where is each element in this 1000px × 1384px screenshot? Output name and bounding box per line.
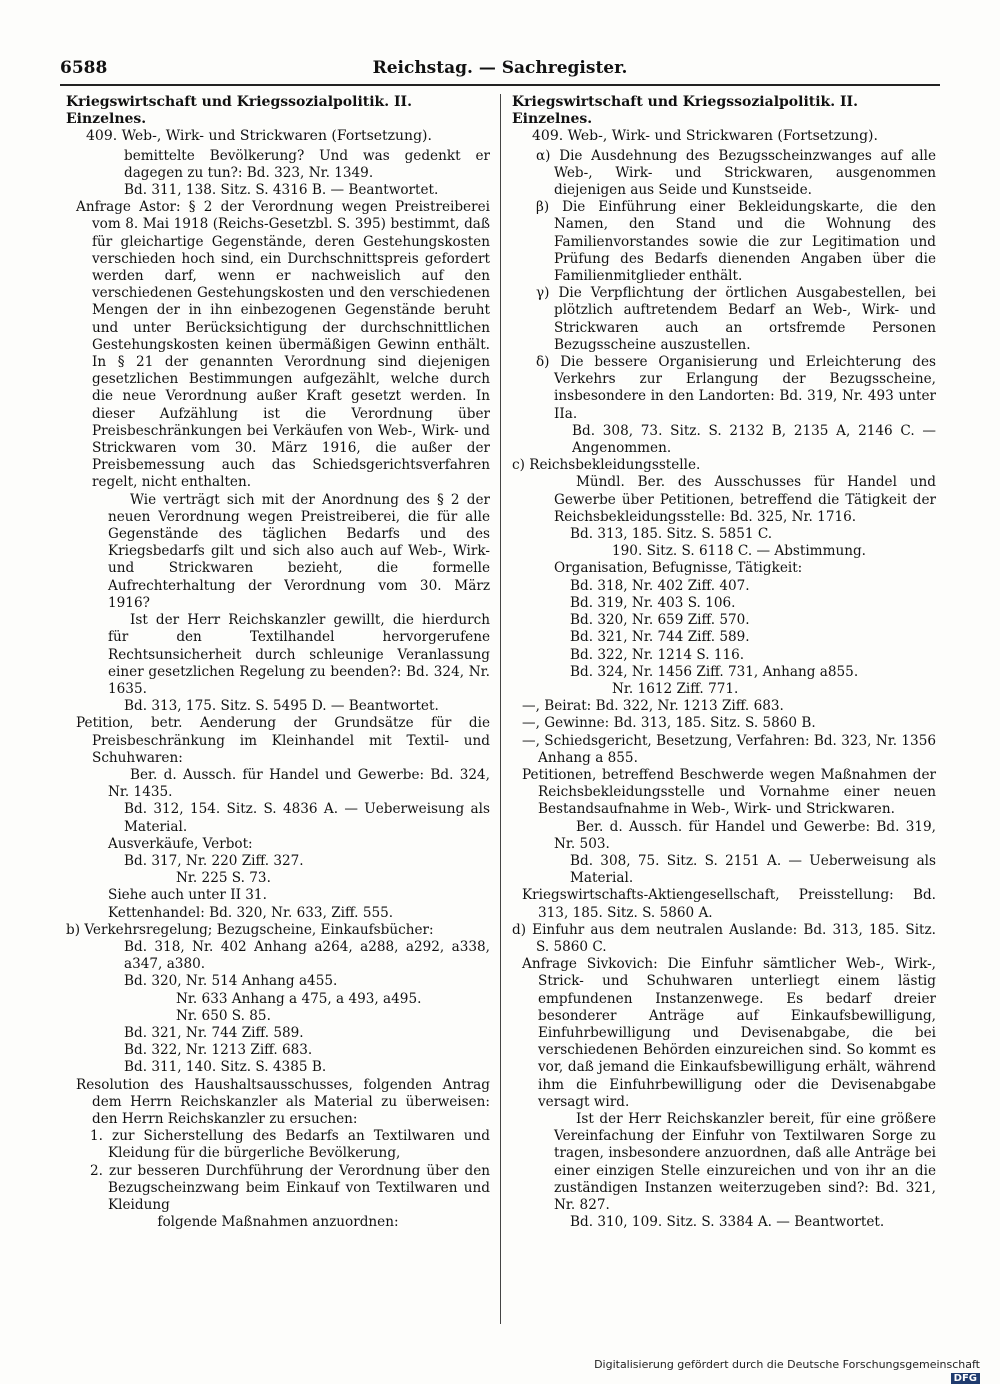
entry-text: —, Schiedsgericht, Besetzung, Verfahren: Bd. 323, Nr. 1356 Anhang a 855. [522, 732, 936, 766]
numbered-item: 1. zur Sicherstellung des Bedarfs an Textilwaren und Kleidung für die bürgerliche Bevölkerung, [90, 1128, 490, 1162]
inquiry-paragraph: Wie verträgt sich mit der Anordnung des § 2 der neuen Verordnung wegen Preistreiberei, die für alle Gegenstände des täglichen Bedarfs und des Kriegsbedarfs gilt und sich also auch auf Web-, Wirk- und Strickwaren bezieht, die formelle Aufrechterhaltung der Verordnung vom 30. März 1916? [108, 491, 490, 611]
reference-line: Bd. 322, Nr. 1214 S. 116. [570, 646, 745, 663]
reference-line: Bd. 318, Nr. 402 Anhang a264, a288, a292, a338, a347, a380. [124, 938, 490, 973]
entry-text: Mündl. Ber. des Ausschusses für Handel und Gewerbe über Petitionen, betreffend die Tätigkeit der Reichsbekleidungsstelle: Bd. 325, Nr. 1716. [554, 474, 936, 525]
lettered-section-c: c) Reichsbekleidungsstelle. [512, 457, 701, 474]
greek-item: δ) Die bessere Organisierung und Erleichterung des Verkehrs zur Erlangung der Bezugsscheine, insbesondere in den Landorten: Bd. 319, Nr. 493 unter IIa. [536, 354, 936, 422]
left-column [66, 94, 490, 1344]
reference-line: Nr. 225 S. 73. [176, 870, 271, 887]
resolution-entry: Resolution des Haushaltsausschusses, folgenden Antrag dem Herrn Reichskanzler als Material zu überweisen: den Herrn Reichskanzler zu ersuchen: [76, 1076, 490, 1127]
reference-line: Bd. 311, 138. Sitz. S. 4316 B. — Beantwortet. [124, 182, 439, 199]
inquiry-paragraph: Ist der Herr Reichskanzler gewillt, die hierdurch für den Textilhandel hervorgerufene Rechtsunsicherheit durch schleunige Veranlassung einer gesetzlichen Regelung zu beenden?: Bd. 324, Nr. 1635. [108, 612, 490, 697]
cross-reference: Siehe auch unter II 31. [108, 887, 267, 904]
entry-text: —, Beirat: Bd. 322, Nr. 1213 Ziff. 683. [522, 698, 784, 715]
entry-text: Kriegswirtschafts-Aktiengesellschaft, Preisstellung: Bd. 313, 185. Sitz. S. 5860 A. [522, 887, 936, 921]
inquiry-paragraph: Ist der Herr Reichskanzler bereit, für eine größere Vereinfachung der Einfuhr von Textilwaren Sorge zu tragen, insbesondere anzuordnen, daß alle Anträge bei einer einzigen Stelle einzureichen und von ihr an die zuständigen Instanzen weiterzugeben sind?: Bd. 321, Nr. 827. [554, 1110, 936, 1213]
inquiry-astor: Anfrage Astor: § 2 der Verordnung wegen Preistreiberei vom 8. Mai 1918 (Reichs-Gesetzbl. S. 395) bestimmt, daß für gleichartige Gegenstände, deren Gestehungskosten verschieden hoch sind, ein Durchschnittspreis gefordert werden darf, wenn er nachweislich auf den verschiedenen Gestehungskosten und den verschiedenen Mengen der in ihn einbezogenen Gegenstände beruht und unter Berücksichtigung der durchschnittlichen Gestehungskosten keinen übermäßigen Gewinn enthält. In § 21 der genannten Verordnung sind diejenigen gesetzlichen Bestimmungen aufgezählt, welche durch die neue Verordnung außer Kraft gesetzt werden. In dieser Aufzählung ist die Verordnung über Preisbeschränkungen bei Verkäufen von Web-, Wirk- und Strickwaren vom 30. März 1916, die außer der Preisbemessung auch das Schiedsgerichtsverfahren regelt, nicht enthalten. [76, 199, 490, 491]
greek-item: α) Die Ausdehnung des Bezugsscheinzwanges auf alle Web-, Wirk- und Strickwaren, ausgenommen diejenigen aus Seide und Kunstseide. [536, 147, 936, 199]
section-heading: Kriegswirtschaft und Kriegssozialpolitik. II. Einzelnes. [66, 94, 412, 128]
reference-line: Bd. 310, 109. Sitz. S. 3384 A. — Beantwortet. [570, 1214, 885, 1231]
entry-label: Ausverkäufe, Verbot: [108, 835, 253, 852]
reference-line: Bd. 313, 175. Sitz. S. 5495 D. — Beantwortet. [124, 698, 439, 715]
reference-line: Bd. 308, 73. Sitz. S. 2132 B, 2135 A, 2146 C. — Angenommen. [572, 422, 936, 457]
reference-line: Bd. 308, 75. Sitz. S. 2151 A. — Ueberweisung als Material. [570, 852, 936, 887]
reference-line: Bd. 319, Nr. 403 S. 106. [570, 594, 736, 611]
subsection-heading: 409. Web-, Wirk- und Strickwaren (Fortsetzung). [532, 128, 878, 145]
reference-line: Bd. 312, 154. Sitz. S. 4836 A. — Ueberweisung als Material. [124, 801, 490, 835]
reference-line: Bd. 324, Nr. 1456 Ziff. 731, Anhang a855. [570, 663, 859, 680]
section-heading: Kriegswirtschaft und Kriegssozialpolitik. II. Einzelnes. [512, 94, 858, 128]
reference-line: Bd. 321, Nr. 744 Ziff. 589. [570, 629, 750, 646]
closing-line: folgende Maßnahmen anzuordnen: [157, 1214, 399, 1231]
right-column [512, 94, 936, 1344]
dfg-logo: DFG [951, 1373, 980, 1384]
reference-line: Bd. 313, 185. Sitz. S. 5851 C. [570, 526, 773, 543]
reference-line: Bd. 321, Nr. 744 Ziff. 589. [124, 1024, 304, 1041]
lettered-section-b: b) Verkehrsregelung; Bezugscheine, Einkaufsbücher: [66, 921, 434, 938]
lettered-section-d: d) Einfuhr aus dem neutralen Auslande: Bd. 313, 185. Sitz. S. 5860 C. [512, 921, 936, 955]
reference-line: Bd. 322, Nr. 1213 Ziff. 683. [124, 1042, 313, 1059]
reference-line: Bd. 318, Nr. 402 Ziff. 407. [570, 577, 750, 594]
reference-line: Bd. 311, 140. Sitz. S. 4385 B. [124, 1059, 327, 1076]
reference-line: Bd. 317, Nr. 220 Ziff. 327. [124, 852, 304, 869]
entry-text: —, Gewinne: Bd. 313, 185. Sitz. S. 5860 B. [522, 715, 816, 732]
greek-item: γ) Die Verpflichtung der örtlichen Ausgabestellen, bei plötzlich auftretendem Bedarf an Web-, Wirk- und Strickwaren auch an ortsfremde Personen Bezugsscheine auszustellen. [536, 285, 936, 353]
numbered-item: 2. zur besseren Durchführung der Verordnung über den Bezugscheinzwang beim Einkauf von Textilwaren und Kleidung [90, 1162, 490, 1213]
page-number: 6588 [60, 58, 108, 78]
reference-line: Ber. d. Aussch. für Handel und Gewerbe: Bd. 324, Nr. 1435. [108, 766, 490, 801]
reference-line: Ber. d. Aussch. für Handel und Gewerbe: Bd. 319, Nr. 503. [554, 818, 936, 852]
greek-item: β) Die Einführung einer Bekleidungskarte, die den Namen, den Stand und die Wohnung des Familienvorstandes sowie die zur Legitimation und Prüfung des Bedarfs dienenden Angaben über die Familienmitglieder enthält. [536, 199, 936, 285]
column-divider [500, 94, 501, 1324]
entry-label: Kettenhandel: Bd. 320, Nr. 633, Ziff. 555. [108, 904, 394, 921]
petition-entry: Petition, betr. Aenderung der Grundsätze für die Preisbeschränkung im Kleinhandel mit Textil- und Schuhwaren: [76, 715, 490, 766]
reference-line: Bd. 320, Nr. 659 Ziff. 570. [570, 612, 750, 629]
running-title: Reichstag. — Sachregister. [372, 58, 628, 78]
entry-text: bemittelte Bevölkerung? Und was gedenkt er dagegen zu tun?: Bd. 323, Nr. 1349. [124, 147, 490, 181]
reference-line: Nr. 633 Anhang a 475, a 493, a495. [176, 990, 422, 1007]
page-header [60, 58, 940, 82]
subsection-heading: 409. Web-, Wirk- und Strickwaren (Fortsetzung). [86, 128, 432, 145]
footer-text: Digitalisierung gefördert durch die Deutsche Forschungsgemeinschaft [594, 1358, 980, 1371]
inquiry-sivkovich: Anfrage Sivkovich: Die Einfuhr sämtlicher Web-, Wirk-, Strick- und Schuhwaren unterliegt einem lästig empfundenen Instanzenwege. Es bedarf dreier besonderer Anträge auf Einkaufsbewilligung, Einfuhrbewilligung und Devisenabgabe, die bei verschiedenen Behörden einzureichen sind. So kommt es vor, daß jemand die Einkaufsbewilligung erhält, während ihm die Einfuhrbewilligung oder die Devisenabgabe versagt wird. [522, 956, 936, 1110]
reference-line: Bd. 320, Nr. 514 Anhang a455. [124, 973, 338, 990]
reference-line: Nr. 1612 Ziff. 771. [612, 680, 739, 697]
footer-credit [560, 1358, 980, 1384]
petition-entry: Petitionen, betreffend Beschwerde wegen Maßnahmen der Reichsbekleidungsstelle und Vornahme einer neuen Bestandsaufnahme in Web-, Wirk- und Strickwaren. [522, 766, 936, 818]
header-rule [60, 84, 940, 86]
reference-line: 190. Sitz. S. 6118 C. — Abstimmung. [612, 543, 866, 560]
reference-line: Nr. 650 S. 85. [176, 1007, 271, 1024]
entry-label: Organisation, Befugnisse, Tätigkeit: [554, 560, 803, 577]
